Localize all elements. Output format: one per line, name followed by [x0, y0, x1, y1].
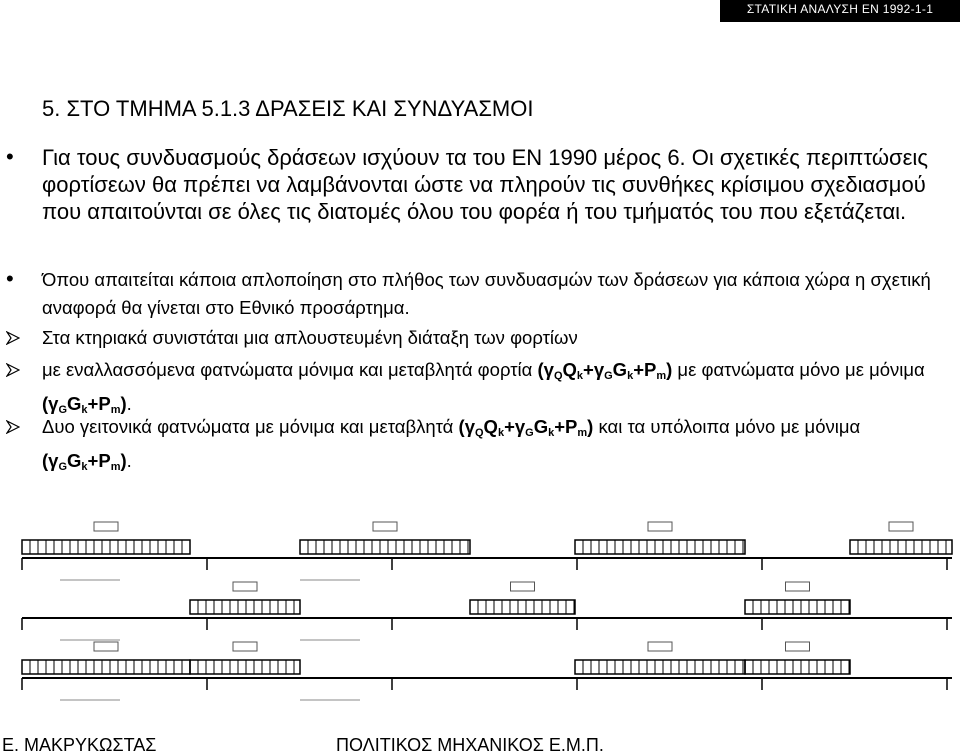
- span-label-mark: [233, 582, 257, 591]
- span-label-mark: [786, 642, 810, 651]
- header-title: ΣΤΑΤΙΚΗ ΑΝΑΛΥΣΗ ΕΝ 1992-1-1: [720, 0, 960, 22]
- arrow-bullet-icon: [6, 363, 20, 377]
- span-label-mark: [648, 642, 672, 651]
- bullet-dot-icon: •: [6, 266, 14, 291]
- bullet-text: με εναλλασσόμενα φατνώματα μόνιμα και μεταβλητά φορτία $(\gamma_QQ_k+\gamma_GG_k+P_m)$ με φατνώματα μόνο με μόνιμα $(\gamma_GG_k+P_m)$.: [42, 359, 925, 416]
- arrow-bullet-icon: [6, 331, 20, 345]
- load-blocks: [22, 540, 952, 674]
- bullet-text: Για τους συνδυασμούς δράσεων ισχύουν τα του ΕΝ 1990 μέρος 6. Οι σχετικές περιπτώσεις φορτίσεων θα πρέπει να λαμβάνονται ώστε να πληρούν τις συνθήκες κρίσιμου σχεδιασμού που απαιτούνται σε όλες τις διατομές όλου του φορέα ή του τμήματός του που εξετάζεται.: [42, 145, 928, 224]
- arrow-bullet-icon: [6, 420, 20, 434]
- bullet-text: Δυο γειτονικά φατνώματα με μόνιμα και μεταβλητά $(\gamma_QQ_k+\gamma_GG_k+P_m)$ και τα υπόλοιπα μόνο με μόνιμα $(\gamma_GG_k+P_m)$.: [42, 416, 861, 473]
- footer-author: Ε. ΜΑΚΡΥΚΩΣΤΑΣ: [2, 735, 157, 755]
- load-block: [850, 540, 952, 554]
- span-label-mark: [889, 522, 913, 531]
- span-label-mark: [94, 642, 118, 651]
- load-block: [22, 660, 190, 674]
- footer-profession: ΠΟΛΙΤΙΚΟΣ ΜΗΧΑΝΙΚΟΣ Ε.Μ.Π.: [336, 735, 604, 755]
- text-fragment: με φατνώματα μόνο με μόνιμα: [672, 359, 925, 380]
- text-fragment: με εναλλασσόμενα φατνώματα μόνιμα και μεταβλητά φορτία: [42, 359, 538, 380]
- formula: $(\gamma_GG_k+P_m)$: [42, 393, 127, 416]
- text-fragment: και τα υπόλοιπα μόνο με μόνιμα: [593, 416, 861, 437]
- section-title: 5. ΣΤΟ ΤΜΗΜΑ 5.1.3 ΔΡΑΣΕΙΣ ΚΑΙ ΣΥΝΔΥΑΣΜΟΙ: [42, 96, 534, 121]
- span-label-mark: [233, 642, 257, 651]
- load-block: [22, 540, 190, 554]
- formula: $(\gamma_GG_k+P_m)$: [42, 450, 127, 473]
- bullet-text: Όπου απαιτείται κάποια απλοποίηση στο πλήθος των συνδυασμών των δράσεων για κάποια χώρα η σχετική αναφορά θα γίνεται στο Εθνικό προσάρτημα.: [42, 269, 931, 318]
- span-label-mark: [786, 582, 810, 591]
- text-fragment: Δυο γειτονικά φατνώματα με μόνιμα και μεταβλητά: [42, 416, 459, 437]
- formula: $(\gamma_QQ_k+\gamma_GG_k+P_m)$: [537, 359, 673, 382]
- load-arrangement-diagram: [0, 485, 960, 725]
- formula: $(\gamma_QQ_k+\gamma_GG_k+P_m)$: [458, 416, 594, 439]
- span-label-mark: [648, 522, 672, 531]
- span-label-mark: [94, 522, 118, 531]
- bullet-dot-icon: •: [6, 144, 14, 169]
- bullet-text: Στα κτηριακά συνιστάται μια απλουστευμένη διάταξη των φορτίων: [42, 327, 578, 348]
- span-label-mark: [373, 522, 397, 531]
- span-label-mark: [511, 582, 535, 591]
- beam-lines: [22, 558, 952, 690]
